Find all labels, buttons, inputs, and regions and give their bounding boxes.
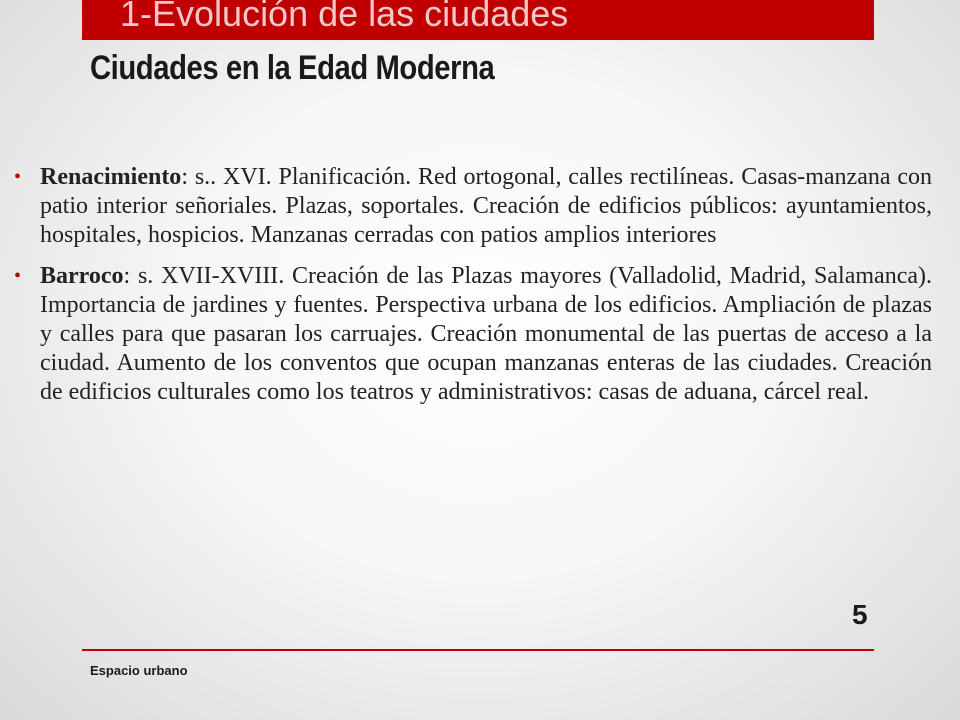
bullet-dot-icon: • xyxy=(14,166,22,188)
bullet-term: Renacimiento xyxy=(40,164,182,190)
bullet-text: : s. XVII-XVIII. Creación de las Plazas mayores (Valladolid, Madrid, Salamanca). Importancia de jardines y fuentes. Perspectiva urbana de los edificios. Ampliación de plazas y calles para que pasaran los carruajes. Creación monumental de las puertas de acceso a la ciudad. Aumento de los conventos que ocupan manzanas enteras de las ciudades. Creación de edificios culturales como los teatros y administrativos: casas de aduana, cárcel real. xyxy=(40,263,932,405)
bullet-dot-icon: • xyxy=(14,265,22,287)
bullet-item-renacimiento xyxy=(14,163,932,250)
bullet-list xyxy=(14,163,932,407)
page-number: 5 xyxy=(852,599,868,630)
footer-label: Espacio urbano xyxy=(90,663,188,678)
header-title: 1-Evolución de las ciudades xyxy=(120,0,569,34)
slide-subtitle: Ciudades en la Edad Moderna xyxy=(90,49,495,87)
bullet-term: Barroco xyxy=(40,263,124,289)
bullet-item-barroco xyxy=(14,262,932,407)
header-bar xyxy=(82,0,874,40)
footer-divider xyxy=(82,649,874,651)
bullet-text: : s.. XVI. Planificación. Red ortogonal, calles rectilíneas. Casas-manzana con patio interior señoriales. Plazas, soportales. Creación de edificios públicos: ayuntamientos, hospitales, hospicios. Manzanas cerradas con patios amplios interiores xyxy=(40,164,932,248)
